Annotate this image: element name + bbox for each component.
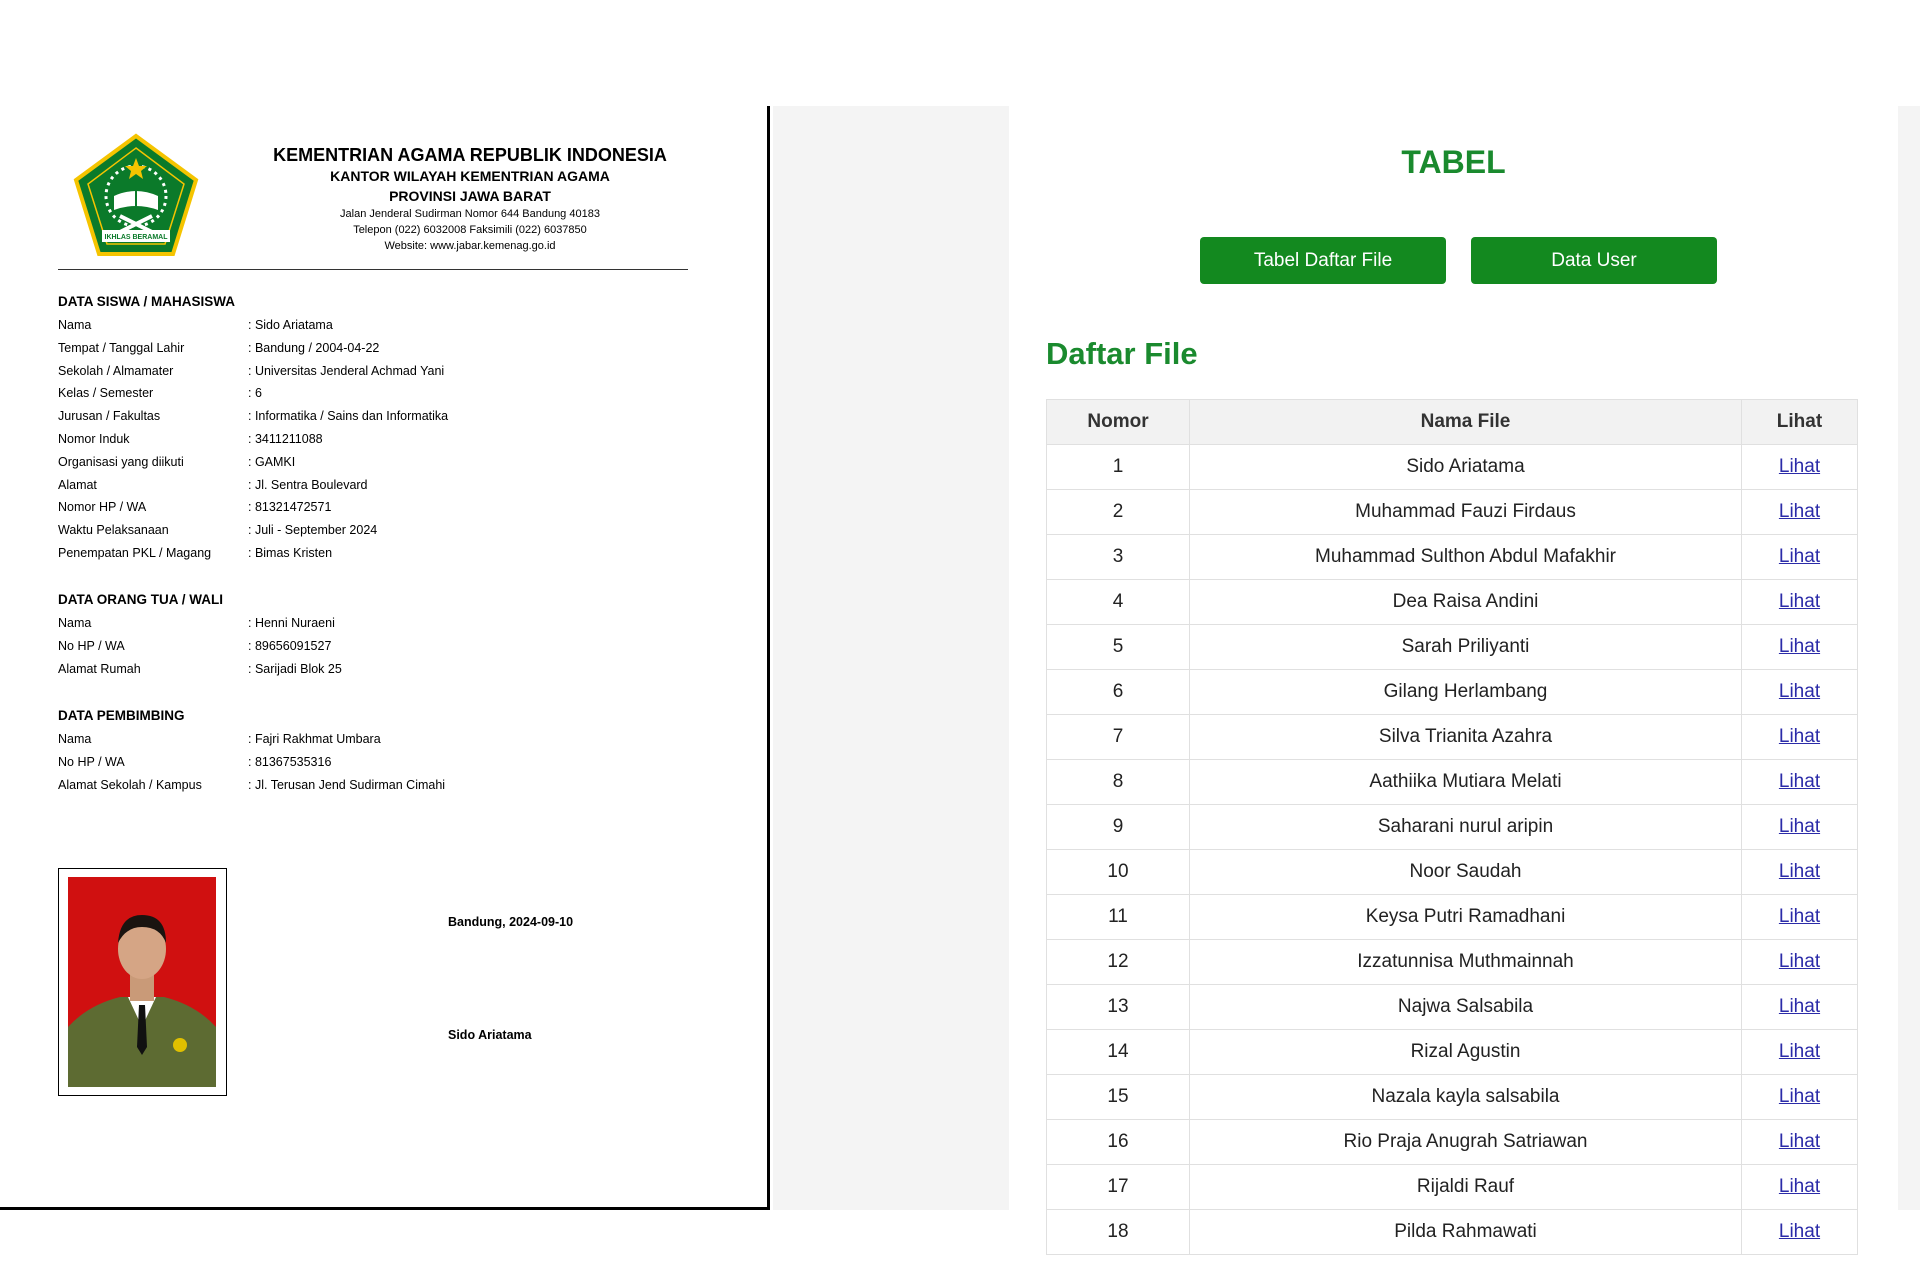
table-row [1047, 1120, 1858, 1165]
kemenag-logo [72, 134, 200, 258]
student-fields [58, 314, 618, 565]
view-link[interactable]: Lihat [1778, 1086, 1821, 1107]
view-link[interactable]: Lihat [1778, 726, 1821, 747]
field-value: : Sarijadi Blok 25 [248, 661, 342, 676]
view-link[interactable]: Lihat [1778, 546, 1821, 567]
field-value: : 81367535316 [248, 754, 332, 769]
field-label: Jurusan / Fakultas [58, 409, 161, 424]
letterhead [240, 144, 700, 254]
cell-file-name: Dea Raisa Andini [1190, 580, 1742, 625]
field-row [58, 360, 618, 383]
cell-number: 15 [1047, 1075, 1190, 1120]
field-row [58, 519, 618, 542]
photo-frame [58, 868, 227, 1096]
section-supervisor-data [58, 703, 618, 796]
field-label: Nama [58, 732, 92, 746]
section-parent-data [58, 587, 618, 680]
field-row [58, 728, 618, 751]
cell-number: 17 [1047, 1165, 1190, 1210]
field-label: Waktu Pelaksanaan [58, 523, 169, 538]
cell-number: 9 [1047, 805, 1190, 850]
table-row [1047, 445, 1858, 490]
view-link[interactable]: Lihat [1778, 861, 1821, 882]
field-row [58, 612, 618, 635]
field-row [58, 658, 618, 681]
cell-number: 2 [1047, 490, 1190, 535]
table-header-row [1047, 400, 1858, 445]
signature-name: Sido Ariatama [448, 1028, 532, 1042]
field-row [58, 496, 618, 519]
cell-file-name: Keysa Putri Ramadhani [1190, 895, 1742, 940]
field-value: : GAMKI [248, 454, 296, 469]
cell-file-name: Rio Praja Anugrah Satriawan [1190, 1120, 1742, 1165]
cell-view [1742, 1165, 1858, 1210]
table-row [1047, 625, 1858, 670]
section-title: DATA ORANG TUA / WALI [58, 592, 223, 607]
student-photo [68, 877, 216, 1087]
letterhead-office: KANTOR WILAYAH KEMENTRIAN AGAMA [330, 168, 610, 184]
cell-number: 4 [1047, 580, 1190, 625]
section-student-data [58, 289, 618, 565]
letterhead-title: KEMENTRIAN AGAMA REPUBLIK INDONESIA [273, 145, 667, 165]
field-value: : Fajri Rakhmat Umbara [248, 732, 381, 746]
field-value: : 89656091527 [248, 638, 332, 653]
field-label: Organisasi yang diikuti [58, 454, 184, 469]
cell-file-name: Rijaldi Rauf [1190, 1165, 1742, 1210]
field-value: : Sido Ariatama [248, 318, 333, 332]
signature-date: Bandung, 2024-09-10 [448, 915, 574, 929]
view-link[interactable]: Lihat [1778, 636, 1821, 657]
letterhead-province: PROVINSI JAWA BARAT [389, 188, 551, 204]
app-left-gutter [773, 106, 1009, 1210]
cell-view [1742, 580, 1858, 625]
header-view: Lihat [1742, 400, 1858, 445]
view-link[interactable]: Lihat [1778, 456, 1821, 477]
view-link[interactable]: Lihat [1778, 501, 1821, 522]
cell-view [1742, 490, 1858, 535]
table-row [1047, 1210, 1858, 1255]
cell-file-name: Izzatunnisa Muthmainnah [1190, 940, 1742, 985]
letterhead-phone: Telepon (022) 6032008 Faksimili (022) 6037850 [353, 224, 587, 236]
field-label: Sekolah / Almamater [58, 363, 174, 378]
table-row [1047, 985, 1858, 1030]
cell-view [1742, 670, 1858, 715]
table-row [1047, 535, 1858, 580]
field-label: Nama [58, 318, 92, 332]
cell-number: 14 [1047, 1030, 1190, 1075]
header-file-name: Nama File [1190, 400, 1742, 445]
table-row [1047, 940, 1858, 985]
field-value: : Universitas Jenderal Achmad Yani [248, 363, 445, 378]
view-link[interactable]: Lihat [1778, 681, 1821, 702]
cell-file-name: Gilang Herlambang [1190, 670, 1742, 715]
field-label: Alamat Rumah [58, 661, 141, 676]
table-row [1047, 490, 1858, 535]
cell-view [1742, 1120, 1858, 1165]
file-list-button[interactable]: Tabel Daftar File [1200, 237, 1446, 284]
cell-number: 16 [1047, 1120, 1190, 1165]
cell-file-name: Sarah Priliyanti [1190, 625, 1742, 670]
cell-view [1742, 760, 1858, 805]
table-row [1047, 1165, 1858, 1210]
supervisor-fields [58, 728, 618, 796]
view-link[interactable]: Lihat [1778, 1041, 1821, 1062]
cell-view [1742, 940, 1858, 985]
view-link[interactable]: Lihat [1778, 1221, 1821, 1242]
view-link[interactable]: Lihat [1778, 951, 1821, 972]
field-label: No HP / WA [58, 754, 125, 769]
field-value: : Henni Nuraeni [248, 616, 335, 630]
table-row [1047, 670, 1858, 715]
field-row [58, 428, 618, 451]
page-title: TABEL [1401, 144, 1506, 180]
table-body [1047, 445, 1858, 1255]
field-label: Nomor Induk [58, 431, 130, 446]
cell-file-name: Rizal Agustin [1190, 1030, 1742, 1075]
cell-view [1742, 715, 1858, 760]
letterhead-divider [58, 269, 688, 270]
field-value: : 3411211088 [248, 431, 323, 446]
field-row [58, 635, 618, 658]
cell-view [1742, 805, 1858, 850]
cell-number: 18 [1047, 1210, 1190, 1255]
cell-file-name: Sido Ariatama [1190, 445, 1742, 490]
field-label: Penempatan PKL / Magang [58, 545, 212, 560]
cell-file-name: Muhammad Sulthon Abdul Mafakhir [1190, 535, 1742, 580]
cell-number: 11 [1047, 895, 1190, 940]
cell-number: 6 [1047, 670, 1190, 715]
app-right-gutter [1898, 106, 1920, 1210]
field-row [58, 405, 618, 428]
view-link[interactable]: Lihat [1778, 906, 1821, 927]
cell-number: 7 [1047, 715, 1190, 760]
field-value: : Bandung / 2004-04-22 [248, 340, 380, 355]
view-link[interactable]: Lihat [1778, 771, 1821, 792]
table-row [1047, 850, 1858, 895]
table-row [1047, 805, 1858, 850]
field-value: : 6 [248, 386, 262, 401]
letterhead-website: Website: www.jabar.kemenag.go.id [384, 240, 556, 252]
section-title: DATA PEMBIMBING [58, 708, 185, 723]
table-row [1047, 715, 1858, 760]
cell-file-name: Najwa Salsabila [1190, 985, 1742, 1030]
field-value: : Juli - September 2024 [248, 523, 378, 538]
view-link[interactable]: Lihat [1778, 591, 1821, 612]
view-link[interactable]: Lihat [1778, 1131, 1821, 1152]
field-row [58, 337, 618, 360]
cell-file-name: Nazala kayla salsabila [1190, 1075, 1742, 1120]
cell-number: 8 [1047, 760, 1190, 805]
cell-number: 13 [1047, 985, 1190, 1030]
table-row [1047, 895, 1858, 940]
cell-view [1742, 850, 1858, 895]
cell-view [1742, 985, 1858, 1030]
cell-file-name: Pilda Rahmawati [1190, 1210, 1742, 1255]
student-document [0, 106, 770, 1210]
field-value: : Informatika / Sains dan Informatika [248, 409, 449, 424]
parent-fields [58, 612, 618, 680]
field-value: : Jl. Sentra Boulevard [248, 477, 368, 492]
field-row [58, 314, 618, 337]
cell-number: 5 [1047, 625, 1190, 670]
letterhead-address: Jalan Jenderal Sudirman Nomor 644 Bandung 40183 [340, 208, 600, 220]
field-label: Kelas / Semester [58, 386, 154, 401]
cell-file-name: Aathiika Mutiara Melati [1190, 760, 1742, 805]
view-link[interactable]: Lihat [1778, 996, 1821, 1017]
file-table [1046, 399, 1858, 1255]
field-row [58, 774, 618, 797]
cell-file-name: Muhammad Fauzi Firdaus [1190, 490, 1742, 535]
logo-motto: IKHLAS BERAMAL [104, 234, 168, 241]
table-row [1047, 580, 1858, 625]
field-row [58, 382, 618, 405]
cell-file-name: Silva Trianita Azahra [1190, 715, 1742, 760]
cell-view [1742, 1210, 1858, 1255]
file-table-app [1009, 106, 1898, 1242]
cell-number: 10 [1047, 850, 1190, 895]
cell-file-name: Saharani nurul aripin [1190, 805, 1742, 850]
field-row [58, 542, 618, 565]
cell-view [1742, 1075, 1858, 1120]
field-label: Alamat Sekolah / Kampus [58, 777, 202, 792]
cell-number: 1 [1047, 445, 1190, 490]
field-row [58, 451, 618, 474]
cell-view [1742, 445, 1858, 490]
view-link[interactable]: Lihat [1778, 1176, 1821, 1197]
cell-view [1742, 535, 1858, 580]
section-title: DATA SISWA / MAHASISWA [58, 294, 235, 309]
field-label: No HP / WA [58, 638, 125, 653]
field-label: Nomor HP / WA [58, 500, 147, 515]
field-row [58, 751, 618, 774]
field-label: Alamat [58, 477, 97, 492]
table-row [1047, 1030, 1858, 1075]
field-value: : Jl. Terusan Jend Sudirman Cimahi [248, 777, 446, 792]
cell-file-name: Noor Saudah [1190, 850, 1742, 895]
field-label: Nama [58, 616, 92, 630]
cell-number: 12 [1047, 940, 1190, 985]
field-row [58, 474, 618, 497]
field-label: Tempat / Tanggal Lahir [58, 340, 185, 355]
field-value: : 81321472571 [248, 500, 332, 515]
file-list-heading: Daftar File [1046, 336, 1198, 371]
cell-number: 3 [1047, 535, 1190, 580]
header-number: Nomor [1047, 400, 1190, 445]
cell-view [1742, 625, 1858, 670]
view-link[interactable]: Lihat [1778, 816, 1821, 837]
cell-view [1742, 1030, 1858, 1075]
user-data-button[interactable]: Data User [1471, 237, 1717, 284]
cell-view [1742, 895, 1858, 940]
field-value: : Bimas Kristen [248, 545, 333, 560]
table-row [1047, 760, 1858, 805]
table-row [1047, 1075, 1858, 1120]
